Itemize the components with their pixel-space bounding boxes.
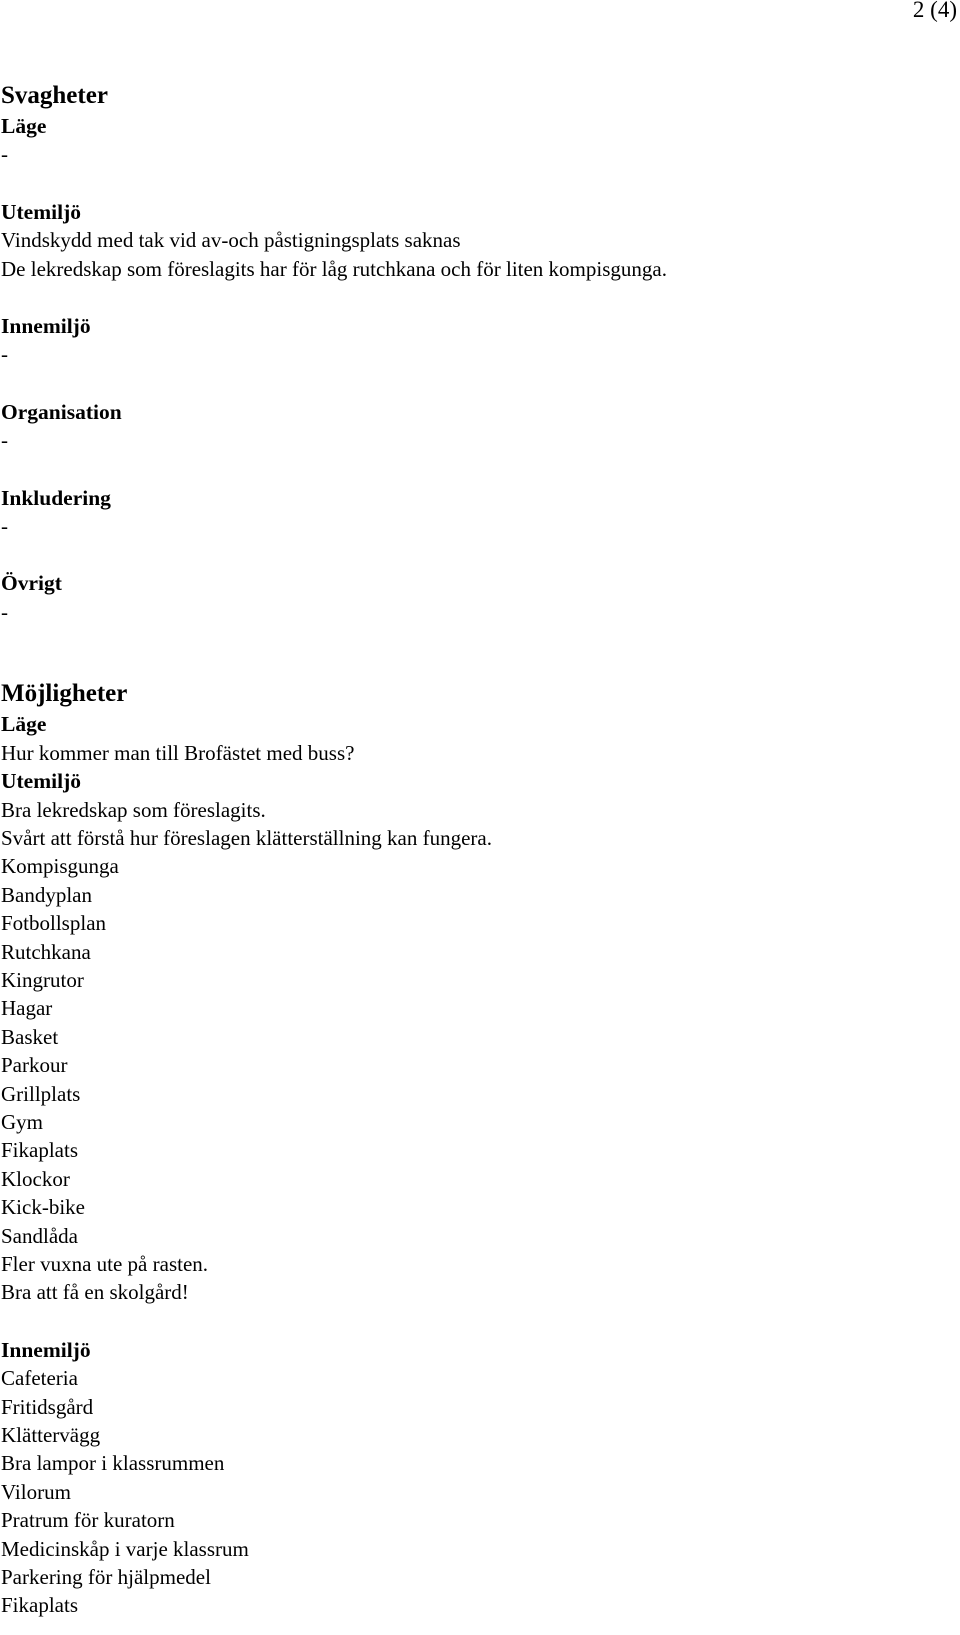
text-line: Svårt att förstå hur föreslagen klätterställning kan fungera. (1, 825, 492, 850)
text-line: Medicinskåp i varje klassrum (1, 1536, 249, 1561)
text-line: Klättervägg (1, 1423, 101, 1448)
section-mojligheter (1, 678, 941, 1620)
text-line: Kompisgunga (1, 854, 119, 879)
subheading-inkludering: Inkludering (1, 485, 111, 510)
text-line: - (1, 428, 8, 453)
section-title: Svagheter (1, 82, 108, 109)
text-line: Kingrutor (1, 967, 84, 992)
text-line: Fikaplats (1, 1593, 78, 1618)
text-line: Kick-bike (1, 1195, 85, 1220)
text-line: Rutchkana (1, 939, 91, 964)
subheading-ovrigt: Övrigt (1, 571, 62, 596)
text-line: De lekredskap som föreslagits har för låg rutchkana och för liten kompisgunga. (1, 256, 667, 281)
text-line: Bra att få en skolgård! (1, 1280, 189, 1305)
innemiljo-list (1, 1364, 941, 1620)
text-line: Vilorum (1, 1479, 71, 1504)
text-line: Klockor (1, 1166, 70, 1191)
text-line: - (1, 342, 8, 367)
text-line: Grillplats (1, 1081, 81, 1106)
text-line: Hur kommer man till Brofästet med buss? (1, 740, 355, 765)
text-line: Parkour (1, 1053, 68, 1078)
text-line: Fikaplats (1, 1138, 78, 1163)
text-line: Basket (1, 1024, 59, 1049)
section-svagheter (1, 80, 941, 626)
text-line: - (1, 142, 8, 167)
subheading-innemiljo: Innemiljö (1, 1337, 91, 1362)
text-line: - (1, 514, 8, 539)
subheading-innemiljo: Innemiljö (1, 314, 91, 339)
subheading-utemiljo: Utemiljö (1, 199, 81, 224)
text-line: Vindskydd med tak vid av-och påstigningsplats saknas (1, 228, 461, 253)
text-line: Cafeteria (1, 1366, 78, 1391)
utemiljo-list (1, 796, 941, 1307)
text-line: Bandyplan (1, 882, 92, 907)
document-body (1, 80, 941, 1620)
subheading-lage: Läge (1, 114, 47, 138)
text-line: Gym (1, 1109, 43, 1134)
text-line: Bra lekredskap som föreslagits. (1, 797, 266, 822)
text-line: Fritidsgård (1, 1394, 94, 1419)
text-line: Parkering för hjälpmedel (1, 1565, 211, 1590)
text-line: Sandlåda (1, 1223, 78, 1248)
subheading-organisation: Organisation (1, 399, 122, 424)
text-line: Fler vuxna ute på rasten. (1, 1252, 209, 1276)
text-line: - (1, 599, 8, 624)
section-title: Möjligheter (1, 680, 128, 708)
text-line: Bra lampor i klassrummen (1, 1451, 225, 1476)
page-number: 2 (4) (912, 0, 957, 22)
text-line: Hagar (1, 996, 53, 1021)
subheading-lage: Läge (1, 712, 47, 737)
text-line: Pratrum för kuratorn (1, 1508, 175, 1533)
subheading-utemiljo: Utemiljö (1, 769, 81, 794)
text-line: Fotbollsplan (1, 911, 107, 936)
